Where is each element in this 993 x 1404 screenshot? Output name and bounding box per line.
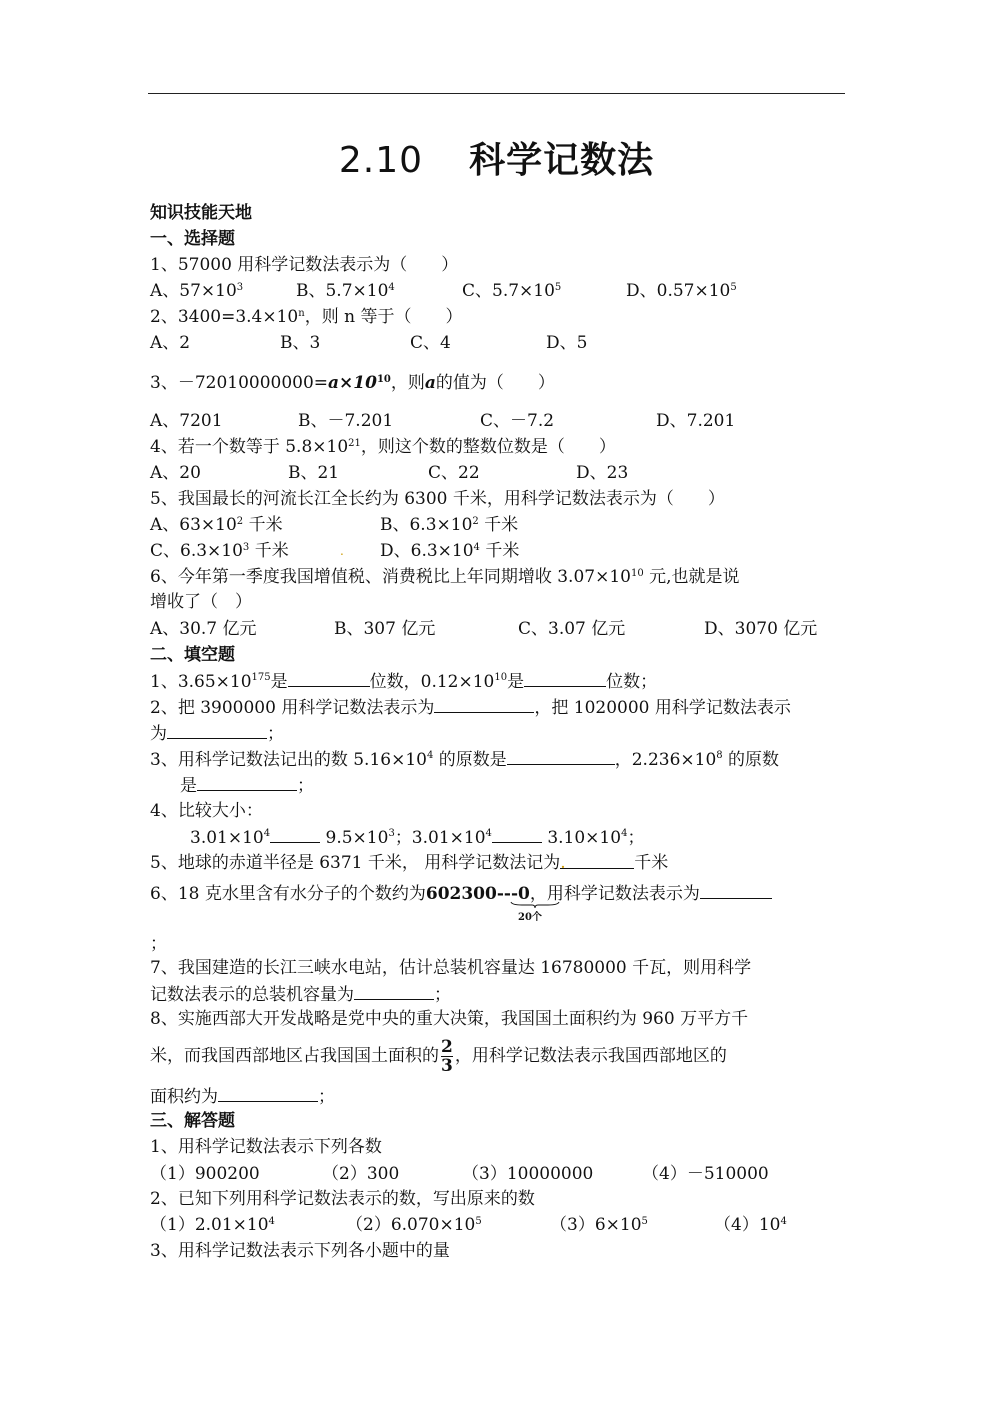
solve-q1-items	[150, 1163, 850, 1185]
choice-q3-b: B、－7.201	[298, 411, 394, 431]
answer-blank[interactable]	[560, 852, 634, 873]
choice-q6-options	[150, 618, 850, 640]
fill-q4-compare: $3.01\times 10^4$ $9.5\times 10^3$；$3.01\times 10^4$ $3.10\times 10^4$；	[190, 828, 645, 848]
choice-q5-stem: 5、我国最长的河流长江全长约为 6300 千米，用科学记数法表示为（ ）	[150, 489, 725, 509]
choice-q6-a: A、30.7 亿元	[150, 619, 257, 639]
choice-q3-d: D、7.201	[656, 411, 736, 431]
choice-q6-b: B、307 亿元	[334, 619, 436, 639]
solve-q2-items	[150, 1214, 850, 1236]
choice-q4-a: A、20	[150, 463, 201, 483]
title-text: 科学记数法	[469, 139, 655, 181]
fill-q4-stem: 4、比较大小：	[150, 801, 263, 821]
solve-q1-item-2: （2）300	[322, 1164, 400, 1184]
choice-q4-stem: 4、若一个数等于 $5.8\times 10^{21}$，则这个数的整数位数是（ ）	[150, 437, 616, 457]
choice-q6-d: D、3070 亿元	[704, 619, 818, 639]
choice-q2-stem: 2、$3400=3.4\times 10^n$，则 n 等于（ ）	[150, 307, 463, 327]
choice-q4-d: D、23	[576, 463, 629, 483]
fill-q2-line2: 为 ；	[150, 724, 284, 744]
choice-q1-d: D、$0.57\times 10^5$	[626, 281, 737, 301]
answer-blank[interactable]	[197, 774, 297, 791]
fill-q8-line3: 面积约为 ；	[150, 1087, 335, 1107]
choice-q2-c: C、4	[410, 333, 451, 353]
choice-q2-a: A、2	[150, 333, 191, 353]
section-solve-heading: 三、解答题	[150, 1111, 235, 1131]
title-number: 2.10	[338, 140, 424, 181]
header-rule	[148, 93, 845, 94]
answer-blank[interactable]	[270, 826, 320, 843]
choice-q3-options	[150, 410, 850, 432]
choice-q6-stem-line2: 增收了（ ）	[150, 592, 252, 612]
fill-q6-end: ；	[150, 934, 167, 954]
solve-q1-item-3: （3）10000000	[462, 1164, 594, 1184]
solve-q2-item-2: $(2)6.070\times 10^5$	[346, 1215, 482, 1235]
fill-q8-line1: 8、实施西部大开发战略是党中央的重大决策，我国国土面积约为 960 万平方千	[150, 1009, 749, 1029]
choice-q4-c: C、22	[428, 463, 480, 483]
section-choice-heading: 一、选择题	[150, 229, 235, 249]
solve-q2-item-4: $(4)10^4$	[714, 1215, 787, 1235]
choice-q5-a: A、$63\times 10^2$ 千米	[150, 515, 283, 535]
fill-q8-line2: 米，而我国西部地区占我国国土面积的 $\frac{2}{3}$ ，用科学记数法表示我国西部地区的	[150, 1037, 727, 1076]
choice-q6-stem: 6、今年第一季度我国增值税、消费税比上年同期增收 $3.07\times 10^{10}$ 元,也就是说	[150, 567, 740, 587]
answer-blank[interactable]	[700, 882, 772, 899]
section-knowledge: 知识技能天地	[150, 203, 252, 223]
section-fill-heading: 二、填空题	[150, 645, 235, 665]
choice-q5-options-ab	[150, 514, 850, 536]
choice-q3-stem: 3、$-72010000000=a\times 10^{10}$，则a的值为（ ）	[150, 373, 555, 393]
choice-q3-a: A、7201	[150, 411, 223, 431]
choice-q2-b: B、3	[280, 333, 321, 353]
answer-blank[interactable]	[218, 1085, 318, 1102]
answer-blank[interactable]	[524, 670, 606, 687]
choice-q5-c: C、$6.3\times 10^3$ 千米	[150, 541, 289, 561]
solve-q1-item-1: （1）900200	[150, 1164, 260, 1184]
answer-blank[interactable]	[492, 826, 542, 843]
fraction-two-thirds: $\frac{2}{3}$	[441, 1037, 453, 1076]
fill-q3-line2: 是 ；	[180, 776, 314, 796]
answer-blank[interactable]	[507, 748, 615, 765]
solve-q2-stem: 2、已知下列用科学记数法表示的数，写出原来的数	[150, 1189, 535, 1209]
choice-q5-b: B、$6.3\times 10^2$ 千米	[380, 515, 519, 535]
choice-q3-c: C、－7.2	[480, 411, 555, 431]
answer-blank[interactable]	[167, 722, 267, 739]
answer-blank[interactable]	[354, 983, 434, 1000]
solve-q1-stem: 1、用科学记数法表示下列各数	[150, 1137, 382, 1157]
solve-q3-stem: 3、用科学记数法表示下列各小题中的量	[150, 1241, 450, 1261]
choice-q1-a: A、$57\times 10^3$	[150, 281, 244, 301]
choice-q6-c: C、3.07 亿元	[518, 619, 626, 639]
choice-q4-b: B、21	[288, 463, 340, 483]
brace-label: 20个	[518, 912, 542, 923]
yellow-dot-mark: .	[340, 544, 344, 558]
yellow-dot-mark: .	[560, 853, 566, 873]
solve-q1-item-4: （4）－510000	[642, 1164, 769, 1184]
choice-q2-options	[150, 332, 850, 354]
answer-blank[interactable]	[434, 696, 534, 713]
fill-q7-line1: 7、我国建造的长江三峡水电站，估计总装机容量达 16780000 千瓦，则用科学	[150, 958, 752, 978]
choice-q4-options	[150, 462, 850, 484]
choice-q5-d: D、$6.3\times 10^4$ 千米	[380, 541, 520, 561]
choice-q1-stem: 1、57000 用科学记数法表示为（ ）	[150, 255, 459, 275]
fill-q6: 6、18 克水里含有水分子的个数约为602300---0，用科学记数法表示为	[150, 882, 772, 905]
fill-q6-number: 602300---0	[425, 884, 530, 904]
choice-q2-d: D、5	[546, 333, 588, 353]
choice-q1-b: B、$5.7\times 10^4$	[296, 281, 395, 301]
choice-q1-c: C、$5.7\times 10^5$	[462, 281, 562, 301]
fill-q5: 5、地球的赤道半径是 6371 千米， 用科学记数法记为. 千米	[150, 853, 669, 873]
solve-q2-item-1: $(1)2.01\times 10^4$	[150, 1215, 275, 1235]
fill-q1: 1、$3.65\times 10^{175}$是 位数，$0.12\times 10^{10}$是 位数；	[150, 672, 658, 692]
answer-blank[interactable]	[288, 670, 370, 687]
solve-q2-item-3: $(3)6\times 10^5$	[550, 1215, 648, 1235]
fill-q7-line2: 记数法表示的总装机容量为 ；	[150, 985, 451, 1005]
fill-q2-line1: 2、把 3900000 用科学记数法表示为 ，把 1020000 用科学记数法表示	[150, 698, 791, 718]
fill-q3-line1: 3、用科学记数法记出的数 $5.16\times 10^4$ 的原数是 ，$2.236\times 10^8$ 的原数	[150, 750, 780, 770]
choice-q5-options-cd	[150, 540, 850, 562]
page-title	[0, 132, 993, 183]
choice-q1-options	[150, 280, 850, 302]
